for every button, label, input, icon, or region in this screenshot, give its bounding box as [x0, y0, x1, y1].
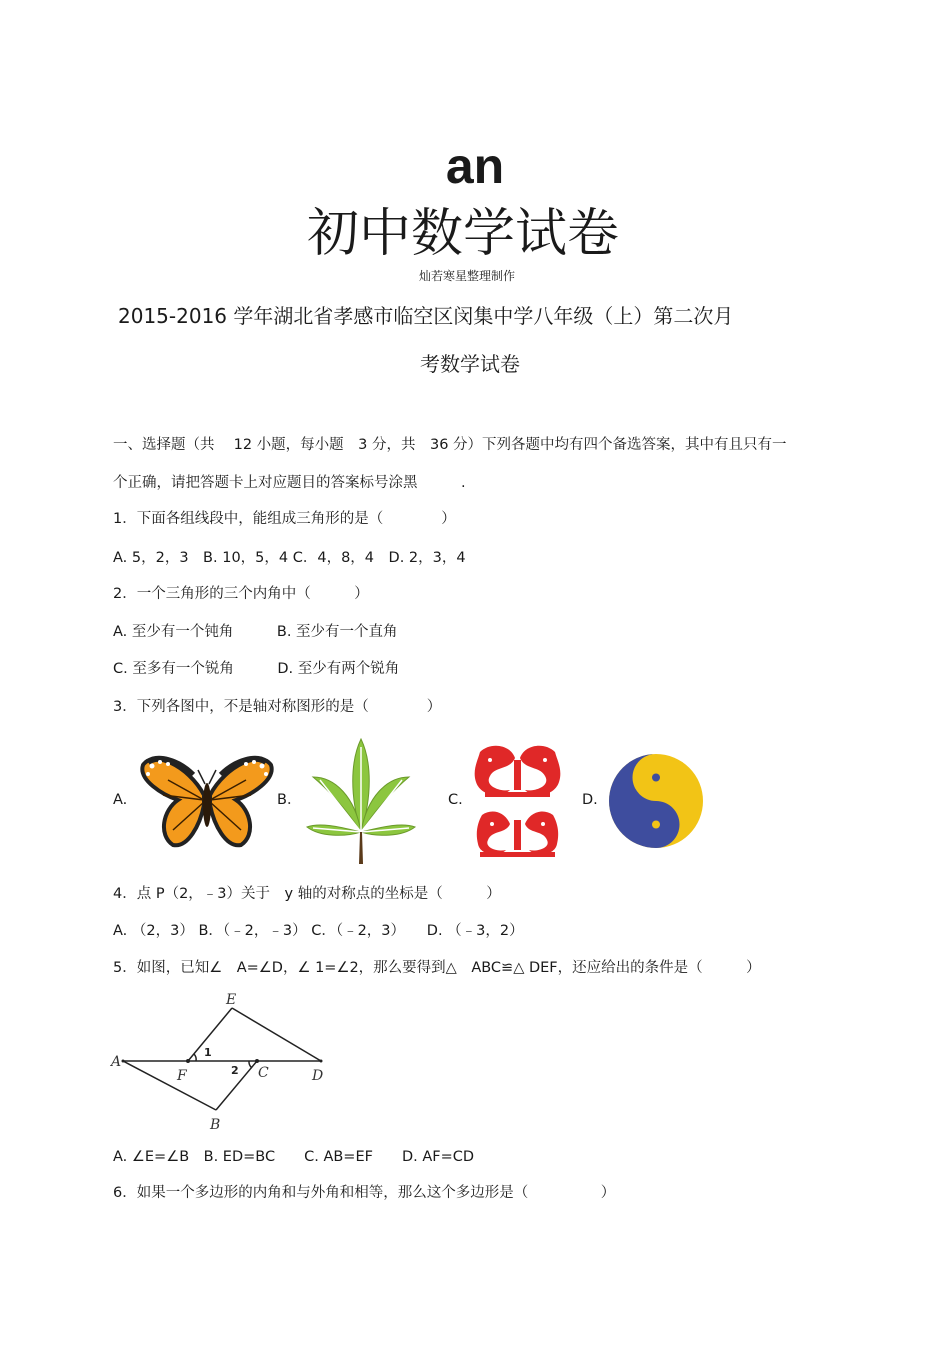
option-c-label: C.: [448, 792, 463, 808]
leaf-image: [305, 737, 417, 865]
section-instructions-line-1: 一、选择题（共 12 小题，每小题 3 分，共 36 分）下列各题中均有四个备选答案，其中有且只有一: [113, 437, 787, 453]
exam-title-line-2: 考数学试卷: [420, 352, 520, 376]
logo-text: an: [445, 138, 505, 194]
question-3-stem: 3．下列各图中，不是轴对称图形的是（ ）: [113, 699, 442, 715]
butterfly-image: [138, 750, 276, 850]
question-2-stem: 2．一个三角形的三个内角中（ ）: [113, 586, 369, 602]
angle-1-label: 1: [204, 1046, 212, 1059]
label-a: A: [111, 1054, 122, 1070]
question-1-options: A. 5，2，3 B. 10，5，4 C．4，8，4 D. 2，3，4: [113, 550, 466, 566]
section-instructions-line-2: 个正确，请把答题卡上对应题目的答案标号涂黑 .: [113, 475, 466, 491]
page-title: 初中数学试卷: [306, 204, 619, 264]
question-5-options: A. ∠E=∠B B. ED=BC C. AB=EF D. AF=CD: [113, 1149, 475, 1165]
label-c: C: [258, 1065, 269, 1081]
question-6-stem: 6．如果一个多边形的内角和与外角和相等，那么这个多边形是（ ）: [113, 1185, 616, 1201]
credit-line: 灿若寒星整理制作: [418, 269, 515, 283]
option-b-label: B．: [277, 792, 302, 808]
exam-title-line-1: 2015-2016 学年湖北省孝感市临空区闵集中学八年级（上）第二次月: [118, 304, 734, 328]
angle-2-label: 2: [231, 1064, 239, 1077]
question-4-options: A. （2，3） B．（﹣2，﹣3） C．（﹣2，3） D. （﹣3，2）: [113, 923, 524, 939]
label-b: B: [210, 1117, 221, 1133]
option-d-label: D.: [582, 792, 598, 808]
option-a-label: A.: [113, 792, 128, 808]
label-d: D: [312, 1068, 324, 1084]
triangle-figure: [108, 988, 333, 1133]
label-e: E: [226, 992, 237, 1008]
paper-cut-image: [470, 740, 565, 862]
question-2-options-row-1: A. 至少有一个钝角 B. 至少有一个直角: [113, 624, 398, 640]
question-4-stem: 4．点 P（2，﹣3）关于 y 轴的对称点的坐标是（ ）: [113, 886, 501, 902]
question-5-stem: 5．如图，已知∠ A=∠D，∠ 1=∠2，那么要得到△ ABC≌△ DEF，还应给出的条件是（ ）: [113, 960, 761, 976]
question-1-stem: 1．下面各组线段中，能组成三角形的是（ ）: [113, 511, 456, 527]
label-f: F: [177, 1068, 187, 1084]
taiji-image: [607, 752, 705, 850]
question-2-options-row-2: C. 至多有一个锐角 D. 至少有两个锐角: [113, 661, 400, 677]
